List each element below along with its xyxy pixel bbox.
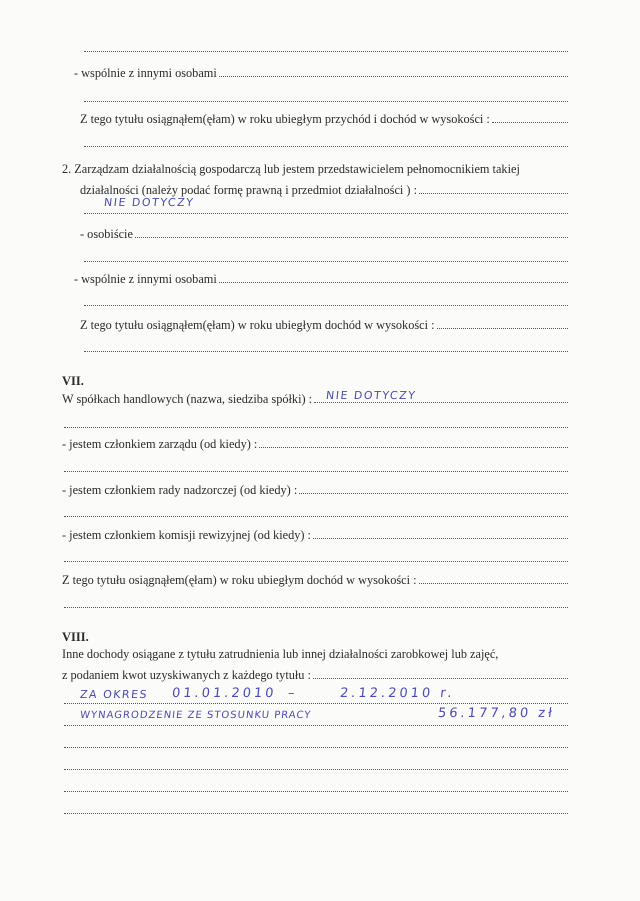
section8-heading: VIII. (62, 630, 89, 644)
dotted-line (64, 606, 568, 608)
dotted-line (64, 812, 568, 814)
handwritten-date-to: 2.12.2010 r. (339, 686, 456, 701)
dochod7-label: Z tego tytułu osiągnąłem(ęłam) w roku ubiegłym dochód w wysokości : (62, 573, 417, 587)
spolki-row (62, 391, 568, 407)
dotted-line (64, 515, 568, 517)
dotted-line (84, 100, 568, 102)
handwritten-dash: – (287, 686, 299, 701)
handwritten-date-from: 01.01.2010 (171, 686, 278, 701)
osobiscie-row (80, 226, 568, 242)
dochod-row (80, 317, 568, 333)
dotted-line (84, 212, 568, 214)
spolki-label: W spółkach handlowych (nazwa, siedziba spółki) : (62, 392, 313, 406)
section7-heading: VII. (62, 374, 84, 388)
wspolnie-row (74, 65, 568, 81)
zarzad-row (62, 436, 568, 452)
dotted-line (84, 350, 568, 352)
dotted-line (64, 746, 568, 748)
item2-line1: 2. Zarządzam działalnością gospodarczą lub jestem przedstawicielem pełnomocnikiem takiej (62, 162, 520, 176)
dotted-line (84, 260, 568, 262)
dochod7-row (62, 572, 568, 588)
wspolnie2-label: - wspólnie z innymi osobami (74, 272, 217, 286)
handwritten-answer: NIE DOTYCZY (325, 389, 418, 402)
wspolnie2-row (74, 271, 568, 287)
komisja-row (62, 527, 568, 543)
komisja-label: - jestem członkiem komisji rewizyjnej (od kiedy) : (62, 528, 311, 542)
przychod-row (80, 111, 568, 127)
dotted-line (84, 145, 568, 147)
dotted-line (64, 702, 568, 704)
rada-row (62, 482, 568, 498)
handwritten-income-source: WYNAGRODZENIE ZE STOSUNKU PRACY (79, 710, 312, 721)
przychod-label: Z tego tytułu osiągnąłem(ęłam) w roku ubiegłym przychód i dochód w wysokości : (80, 112, 490, 126)
dotted-line (64, 560, 568, 562)
handwritten-amount: 56.177,80 zł (437, 706, 556, 721)
zarzad-label: - jestem członkiem zarządu (od kiedy) : (62, 437, 258, 451)
dotted-line (64, 470, 568, 472)
dotted-line (64, 790, 568, 792)
dotted-line (64, 426, 568, 428)
dotted-line (64, 724, 568, 726)
handwritten-answer: NIE DOTYCZY (103, 196, 196, 209)
osobiscie-label: - osobiście (80, 227, 133, 241)
handwritten-period-label: ZA OKRES (79, 688, 149, 701)
dochod-label: Z tego tytułu osiągnąłem(ęłam) w roku ubiegłym dochód w wysokości : (80, 318, 435, 332)
wspolnie-label: - wspólnie z innymi osobami (74, 66, 217, 80)
section8-line2: z podaniem kwot uzyskiwanych z każdego tytułu : (62, 667, 568, 683)
rada-label: - jestem członkiem rady nadzorczej (od kiedy) : (62, 483, 298, 497)
dotted-line (84, 304, 568, 306)
item2-line2: działalności (należy podać formę prawną i przedmiot działalności ) : (80, 182, 568, 198)
dotted-line (64, 768, 568, 770)
dotted-line (84, 50, 568, 52)
section8-line1: Inne dochody osiągane z tytułu zatrudnienia lub innej działalności zarobkowej lub zajęć, (62, 647, 499, 661)
